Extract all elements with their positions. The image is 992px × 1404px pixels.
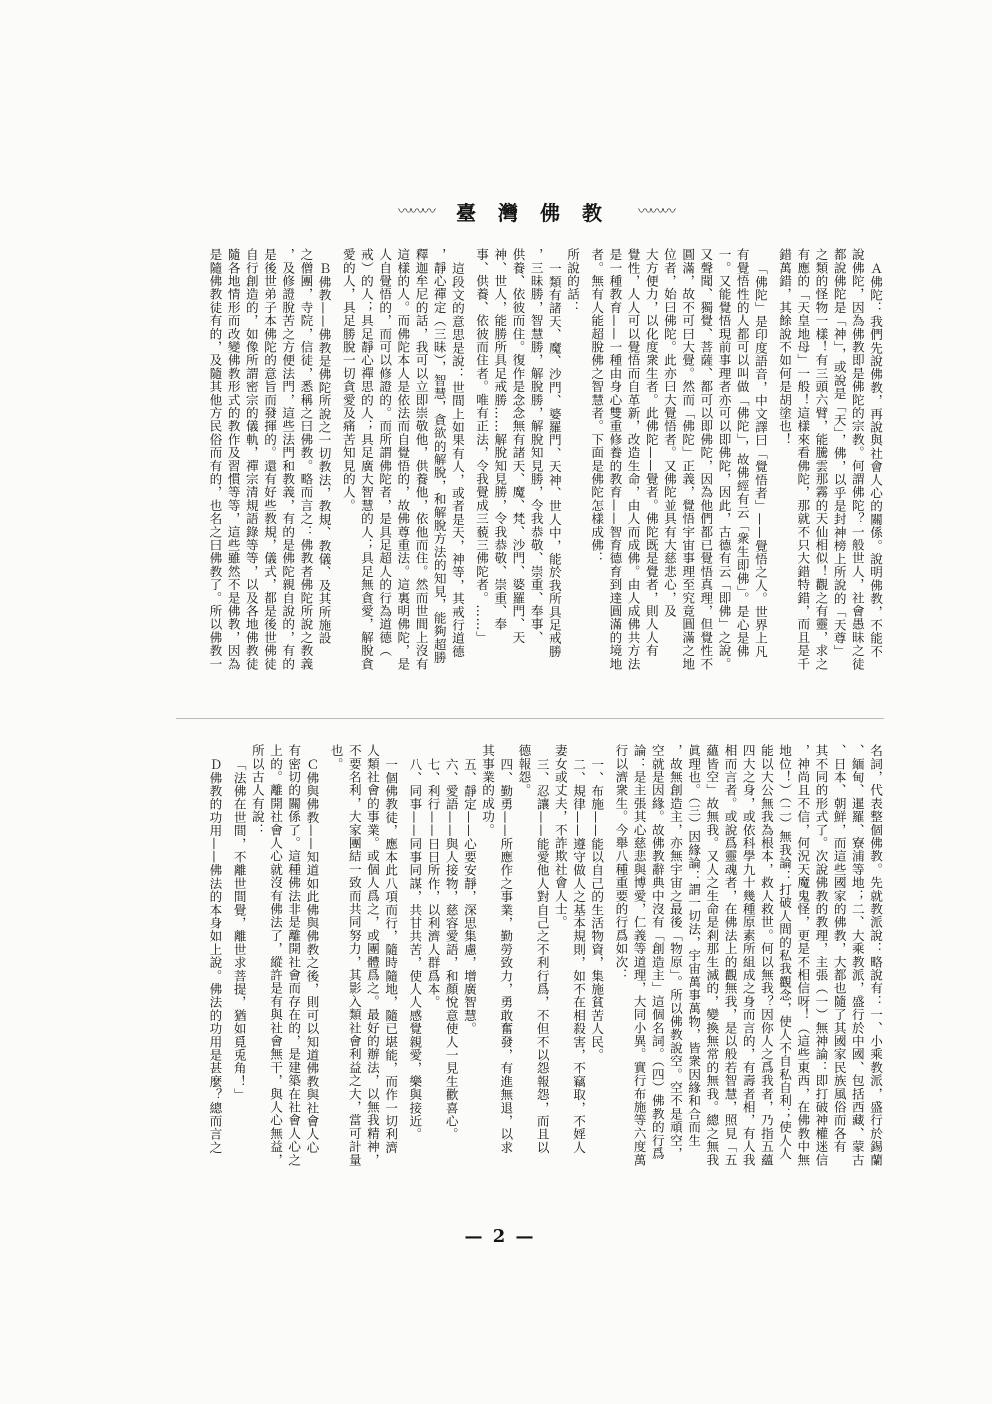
text-column: 一、布施——能以自己的生活物資，集施貧苦人民。 (589, 758, 605, 1062)
text-column: Ｃ佛與佛教——知道如此佛與佛教之後，則可以知道佛教與社會人心 (304, 758, 320, 1154)
text-column: ，三昧勝，智慧勝，解脫勝，解脫知見勝，令我恭敬、崇重、奉事、 (528, 248, 544, 644)
text-column: 「法佛在世間，不離世間覺，離世求菩提，猶如覓兎角！」 (231, 758, 247, 1102)
text-column: ，靜心禪定（三昧），智慧，貪欲的解脫，和解脫方法的知見，能夠超勝 (431, 248, 447, 665)
text-column: 二、規律——遵守做人之基本規則，如不在相殺害，不竊取，不婬人 (571, 758, 586, 1154)
text-column: 「佛陀」是印度語音，中文譯曰「覺悟者」——覺悟之人。世界上凡 (752, 262, 768, 658)
text-column: 不要名利，大家團結一致而共同努力，其影入類社會利益之大，當可計量 (346, 744, 362, 1167)
text-column: 這段文的意思是說：世間上如果有人，或者是天，神等，其戒行道德 (449, 262, 465, 658)
text-column: 都說佛陀是「神」，或說是「天」，佛，以乎是封神榜上所說的「天尊」 (831, 248, 847, 658)
text-column: 八、同事——同事同謀，共甘共苦，使人人感覺親愛，樂與接近。 (407, 758, 423, 1141)
header-wave-rule-right: 〰〰〰 (638, 204, 674, 220)
text-column: 人類社會的事業。或個人爲之，或團體爲之。最好的辦法，以無我精神， (364, 744, 380, 1167)
text-column: 妻女或丈夫，不詐欺社會人士。 (552, 744, 568, 929)
text-column: Ｄ佛教的功用——佛法的本身如上說。佛法的功用是甚麼？總而言之 (207, 758, 223, 1154)
text-column: 者。無有人能超脫佛之智慧者。下面是佛陀怎樣成佛： (589, 248, 605, 565)
header-title: 臺灣佛教 (456, 200, 624, 225)
text-column: 、緬甸、暹羅、寮浦等地；二、大乘教派，盛行於中國、包括西藏、蒙古 (849, 744, 865, 1167)
text-column: 名詞，代表整個佛教。先就教派說：略說有：一、小乘教派，盛行於錫蘭 (868, 744, 883, 1167)
text-column: 自行創造的，如像所謂密宗的儀軌，禪宗清規語錄等等，以及各地佛教徒 (243, 248, 259, 671)
text-column: 有應的「天皇地母」一般！這樣來看佛陀，那就不只大錯特錯，而且是千 (795, 248, 811, 671)
text-column: 是後世弟子本佛陀的意旨而發揮的。還有好些教規，儀式，都是後世佛徒 (262, 248, 277, 671)
running-header (390, 196, 690, 226)
upper-text-block (176, 248, 884, 700)
text-column: 所以古人有說： (249, 744, 265, 837)
text-column: 相而言者。或說爲靈魂者，在佛法上的觀無我，是以般若智慧，照見「五 (722, 744, 738, 1167)
text-column: 隨各地情形而改變佛教形式的教作及習慣等等，這些雖然不是佛教，因為 (225, 248, 241, 671)
text-column: 、日本、朝鮮，而這些國家的佛教，大都也隨了其國家民族風俗而各有 (831, 744, 847, 1154)
text-column: ，及修證脫苦之方便法門，這些法門和教義，有的是佛陀親自說的，有的 (280, 248, 296, 671)
text-column: 論：是主張其心慈悲與博愛，仁義等道理，大同小異。實行布施等六度萬 (631, 744, 647, 1167)
text-column: 一類有諸天、魔、沙門、婆羅門、天神、世人中，能於我所具足戒勝 (546, 262, 562, 658)
text-column: ，故無創造主，亦無宇宙之最後「物原」。所以佛教說空。空不是頑空， (667, 744, 683, 1161)
text-column: 行以濟衆生。今舉八種重要的行爲如次： (613, 744, 629, 982)
text-column: 覺性，人人可以覺悟而自革新，改造生命，由人而成佛。由人成佛共方法 (625, 248, 641, 671)
text-column: 說佛陀，因為佛教即是佛陀的宗教。何謂佛陀？一般世人，社會愚昧之徒 (849, 248, 865, 671)
text-column: 德報怨。 (516, 744, 532, 797)
text-column: 有覺悟性的人都可以叫做「佛陀」，故佛經有云「衆生即佛」。是心是佛 (734, 248, 750, 658)
text-column: Ｂ佛教——佛教是佛陀所說之一切教法，教規、教儀、及其所施設 (316, 262, 332, 645)
text-column: 空就是因緣。故佛教辭典中沒有「創造主」這個名詞。（四）佛教的行爲 (649, 744, 665, 1161)
text-column: 是隨佛教徒有的，及隨其他方民俗而有的，也名之曰佛教了。所以佛教一 (207, 248, 223, 671)
text-column: 之僧團，寺院，信徒，悉稱之曰佛教。略而言之：佛教者佛陀所說之教義 (298, 248, 314, 671)
text-column: 大方便力，以化度衆生者。此佛陀——覺者。佛陀既是覺者，則人人有 (643, 248, 659, 658)
text-column: 事、供養、依彼而住者。唯有正法，令我覺成三藐三佛陀者。……」 (474, 248, 490, 644)
text-column: 四、勤勇——所應作之事業，勤勞致力，勇敢奮發，有進無退，以求 (498, 758, 514, 1154)
text-column: 這樣的人。而佛陀本人是依法而自覺悟的，故佛尊重法。這裏明佛陀，是 (395, 248, 411, 671)
text-column: 其事業的成功。 (480, 744, 496, 837)
text-column: 六、愛語——與人接物，慈容愛語，和顏悅意使人一見生歡喜心。 (443, 758, 459, 1141)
text-column: 神、世人，能勝所具足戒勝……解脫知見勝，令我恭敬、崇重、奉 (492, 248, 508, 631)
text-column: 錯萬錯，其餘說不如何是胡塗也！ (777, 248, 793, 446)
text-column: 所說的話： (565, 248, 580, 314)
page-number: — 2 — (464, 1226, 536, 1247)
text-column: 地位！）（二）無我論：打破人間的私我觀念，使人不自私自利；使人人 (777, 744, 793, 1161)
text-column: 能以大公無我為根本，救人救世。何以無我？因你人之爲我者，乃指五蘊 (758, 744, 774, 1167)
text-column: 位者，始曰佛陀。此亦曰大覺悟者。又佛陀並具有大慈悲心，及 (661, 248, 677, 618)
text-column: 一個佛教徒，應本此八項而行，隨時隨地，隨已堪能，而作一切利濟 (383, 758, 399, 1154)
text-column: 戒）的人；具足靜心禪思的人；具足廣大智慧的人；具足無貪愛，解脫貪 (358, 248, 374, 671)
text-column: 愛的人，具足勝脫一切貪愛及痛苦知見的人。 (340, 248, 356, 512)
text-column: 七、利行——日日所作，以利濟人群爲本。 (425, 758, 441, 1009)
text-column: 是一種教育——一種由身心雙重修養的教育——智育德育到達圓滿的境地 (607, 248, 623, 671)
text-column: 眞理也。（三）因緣論：謂一切法，宇宙萬事萬物，皆衆因緣和合而生 (686, 744, 702, 1147)
text-column: 蘊皆空」故無我。又人之生命是剎那生滅的，變換無常的無我。總之無我 (704, 744, 720, 1167)
block-divider (176, 718, 884, 719)
text-column: 五、靜定——心要安靜，深思集慮，增廣智慧。 (461, 758, 477, 1036)
text-column: 一。又能覺悟現前事理者亦可以即佛陀，因此，古德有云「即佛」之說。 (716, 248, 732, 671)
text-column: 其不同的形式了。次說佛教的教理，主張（一）無神論：即打破神權迷信 (813, 744, 829, 1167)
text-column: 釋迦牟尼的話，我可以立即崇敬他，供養他，依他而住。然而世間上沒有 (413, 248, 429, 671)
text-column: 四大之身，或依科學九十幾種原素所組成之身而言的，有壽者相，有人我 (740, 744, 756, 1167)
text-column: 三、忍讓——能愛他人對自己之不利行爲，不但不以怨報怨，而且以 (534, 758, 550, 1154)
text-column: Ａ佛陀：我們先說佛教，再說與社會人心的關係。說明佛教，不能不 (868, 262, 883, 658)
text-column: 又聲聞、獨覺、菩薩、都可以即佛陀，因為他們都已覺悟真理，但覺性不 (698, 248, 714, 671)
text-column: 有密切的關係了。這種佛法非是離開社會而存在的，是建築在社會人心之 (286, 744, 302, 1167)
text-column: 圓滿，故不可曰大覺。然而「佛陀」正義，覺悟宇宙事理至究竟圓滿之地 (680, 248, 696, 671)
text-column: 人自覺悟的，而可以修證的。而所謂佛陀者，是具足超人的行為道德（ (377, 248, 393, 658)
text-column: 供養、依彼而住。復作是念念無有諸天、魔、梵、沙門、婆羅門、天 (510, 248, 526, 644)
lower-text-block (176, 744, 884, 1204)
text-column: 也。 (328, 744, 344, 771)
text-column: 之類的怪物一樣！有三頭六臂，能騰雲那霧的天仙相似！觀之有靈，求之 (813, 248, 829, 671)
text-column: 上的。離開社會人心就沒有佛法了，縱許是有與社會無干，與人心無益， (268, 744, 283, 1167)
text-column: ，神尚且不信，何況天魔鬼怪，更是不相信呀！（這些東西，在佛教中無 (795, 744, 811, 1167)
header-wave-rule-left: 〰〰〰 (398, 204, 434, 220)
